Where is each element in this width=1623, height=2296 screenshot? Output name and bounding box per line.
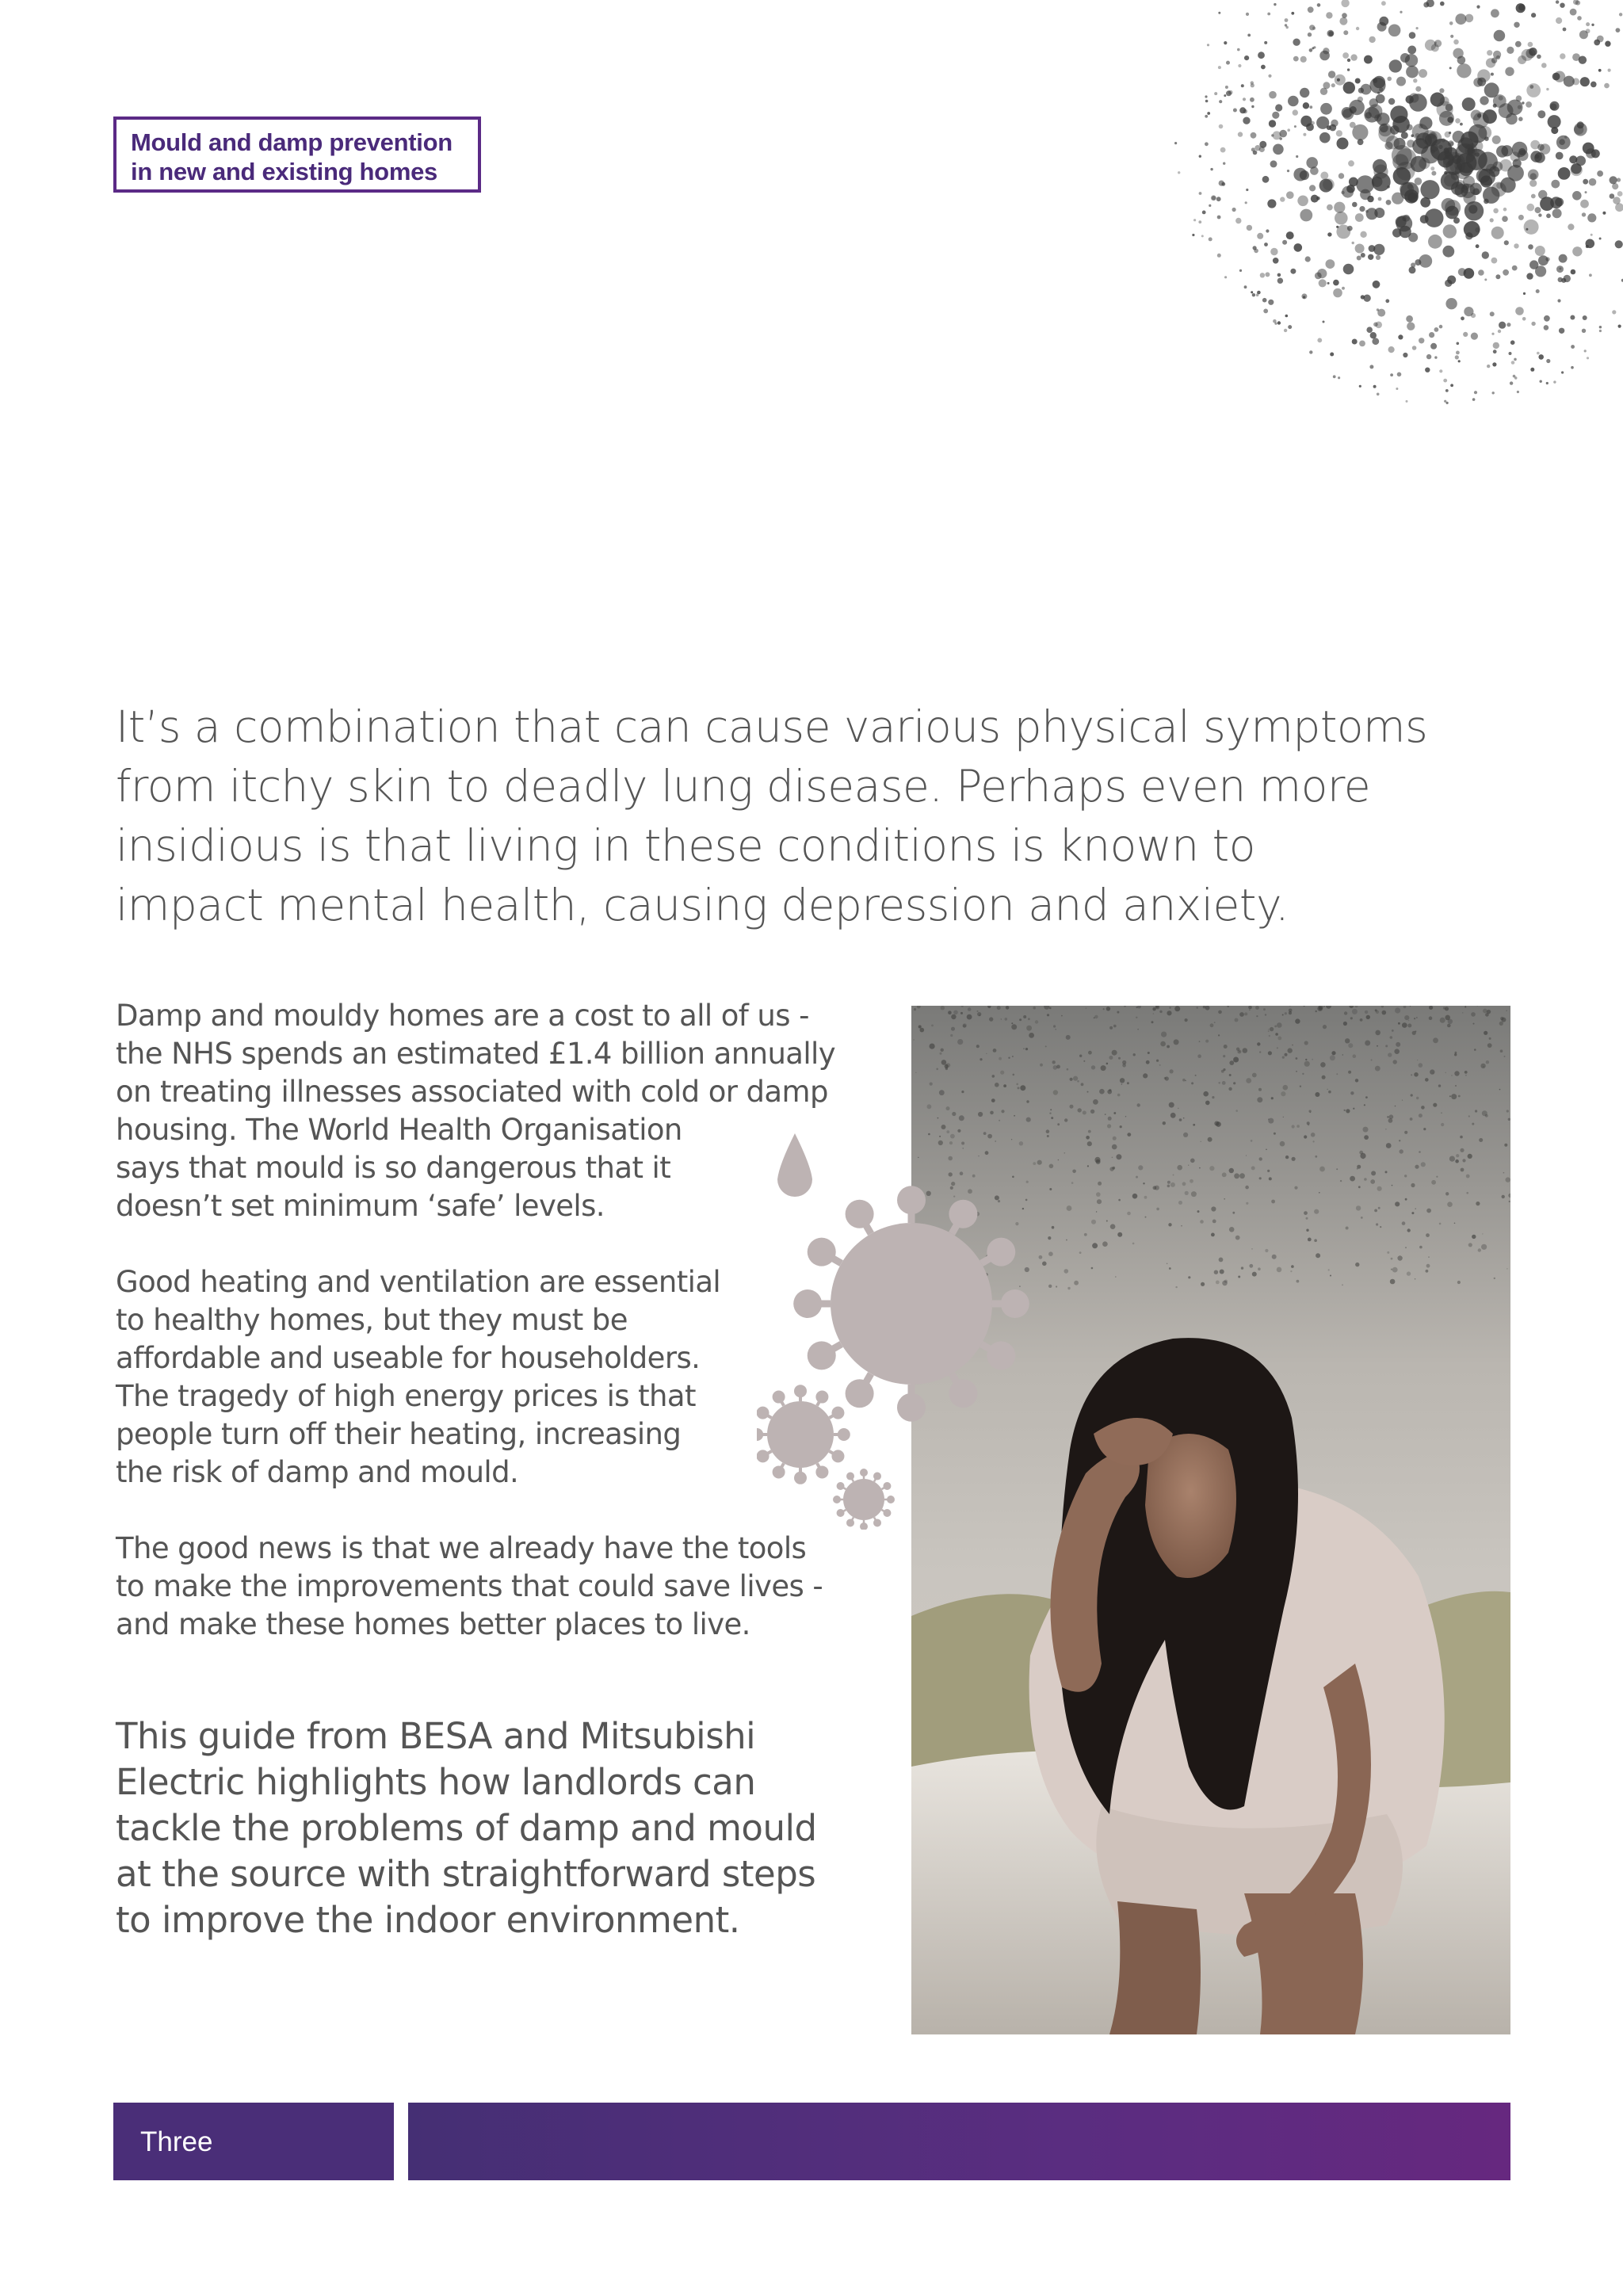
- lead-line: Electric highlights how landlords can: [116, 1761, 756, 1803]
- droplet-icon: [777, 1133, 812, 1197]
- lead-line: tackle the problems of damp and mould: [116, 1807, 817, 1849]
- body-line: says that mould is so dangerous that it: [116, 1151, 671, 1185]
- tag-line-2: in new and existing homes: [131, 158, 437, 185]
- body-line: on treating illnesses associated with cold or damp: [116, 1075, 828, 1109]
- headline: [116, 697, 1558, 935]
- mould-spores-graphic: [1070, 0, 1623, 523]
- body-line: Damp and mouldy homes are a cost to all of us -: [116, 999, 809, 1033]
- lead-line: This guide from BESA and Mitsubishi: [116, 1715, 756, 1757]
- tag-line-1: Mould and damp prevention: [131, 128, 453, 156]
- lead-paragraph: [116, 1713, 829, 1943]
- paragraph-good-news: [116, 1530, 892, 1644]
- headline-line: insidious is that living in these conditions is known to: [116, 820, 1255, 871]
- page-number-label: Three: [140, 2126, 213, 2157]
- virus-icon: [833, 1469, 895, 1530]
- headline-line: from itchy skin to deadly lung disease. Perhaps even more: [116, 761, 1371, 812]
- body-line: people turn off their heating, increasing: [116, 1417, 682, 1451]
- headline-line: It’s a combination that can cause various physical symptoms: [116, 701, 1428, 752]
- body-line: Good heating and ventilation are essential: [116, 1265, 721, 1299]
- body-line: the risk of damp and mould.: [116, 1455, 519, 1489]
- body-line: doesn’t set minimum ‘safe’ levels.: [116, 1189, 605, 1223]
- body-line: to make the improvements that could save lives -: [116, 1569, 823, 1603]
- footer-bar: [408, 2103, 1510, 2180]
- page-number-badge: [113, 2103, 394, 2180]
- virus-icon: [757, 1385, 850, 1484]
- body-line: the NHS spends an estimated £1.4 billion annually: [116, 1037, 836, 1071]
- body-line: housing. The World Health Organisation: [116, 1113, 682, 1147]
- virus-icon: [793, 1186, 1029, 1422]
- body-line: to healthy homes, but they must be: [116, 1303, 628, 1337]
- body-line: and make these homes better places to live.: [116, 1607, 750, 1641]
- virus-graphics: [757, 1133, 1034, 1530]
- headline-line: impact mental health, causing depression and anxiety.: [116, 880, 1289, 930]
- body-line: The tragedy of high energy prices is that: [116, 1379, 696, 1413]
- lead-line: at the source with straightforward steps: [116, 1853, 816, 1895]
- body-line: affordable and useable for householders.: [116, 1341, 701, 1375]
- lead-line: to improve the indoor environment.: [116, 1899, 740, 1941]
- publication-tag: [113, 117, 481, 193]
- body-line: The good news is that we already have the tools: [116, 1531, 807, 1565]
